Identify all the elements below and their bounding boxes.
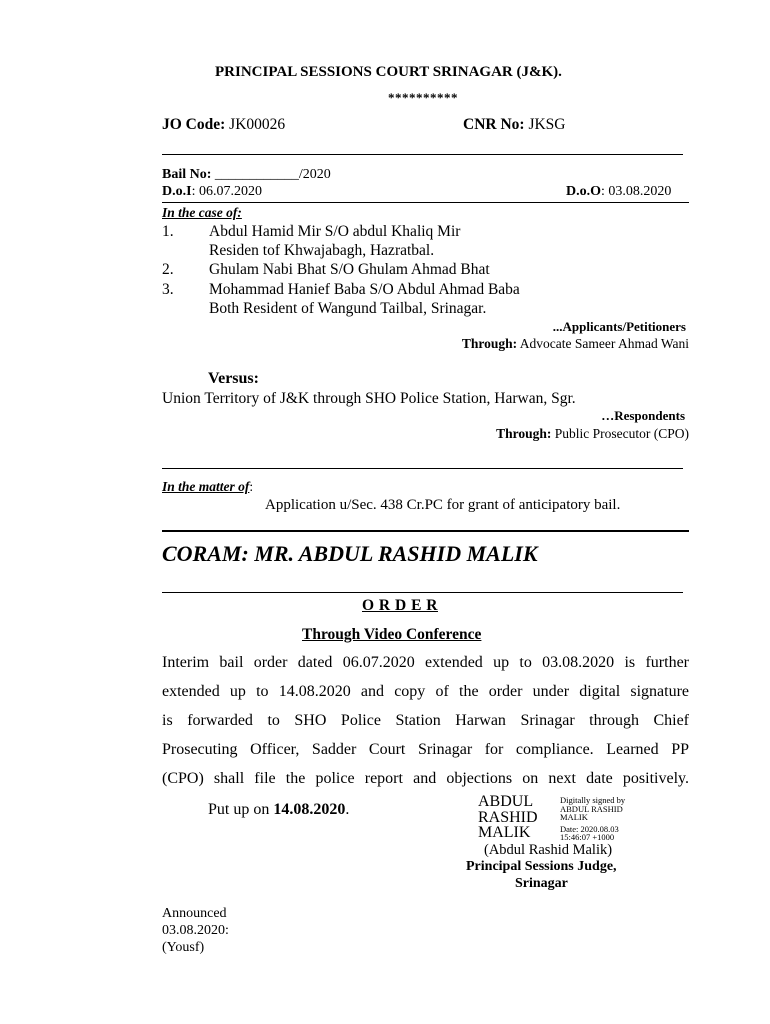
put-up-prefix: Put up on — [208, 801, 274, 818]
cnr-label: CNR No: — [463, 116, 525, 133]
applicants-counsel — [462, 336, 689, 352]
order-title: O R D E R — [362, 597, 438, 614]
jo-code-label: JO Code: — [162, 116, 226, 133]
bail-value: ____________/2020 — [211, 167, 331, 182]
date-of-institution — [162, 184, 262, 200]
judge-name: (Abdul Rashid Malik) — [484, 842, 613, 858]
stars-separator: ********** — [388, 90, 458, 105]
divider-line — [162, 468, 683, 469]
party-3-address: Both Resident of Wangund Tailbal, Srinagar. — [209, 300, 487, 317]
date-of-order — [566, 184, 671, 200]
matter-text: Application u/Sec. 438 Cr.PC for grant of anticipatory bail. — [265, 497, 621, 513]
order-subtitle: Through Video Conference — [302, 626, 482, 643]
signature-name-line: RASHID — [478, 808, 538, 826]
digital-signature-details — [560, 796, 625, 842]
digital-signature-line: ABDUL RASHID — [560, 803, 623, 814]
divider-line — [162, 202, 689, 203]
jo-code — [162, 116, 285, 134]
divider-line-thick — [162, 530, 689, 532]
announcement-block — [162, 905, 229, 956]
order-text-line: extended up to 14.08.2020 and copy of the order under digital signature — [162, 683, 689, 700]
party-1-address: Residen tof Khwajabagh, Hazratbal. — [209, 242, 435, 259]
matter-heading — [162, 479, 253, 495]
judge-designation: Principal Sessions Judge, — [466, 859, 617, 874]
party-3-name: Mohammad Hanief Baba S/O Abdul Ahmad Baba — [209, 281, 520, 298]
doi-label: D.o.I — [162, 184, 192, 199]
announced-date: 03.08.2020: — [162, 923, 229, 938]
digital-signature-line: Date: 2020.08.03 — [560, 823, 619, 834]
doi-value: : 06.07.2020 — [191, 184, 262, 199]
party-1-name: Abdul Hamid Mir S/O abdul Khaliq Mir — [209, 223, 461, 240]
signature-name-line: ABDUL — [478, 793, 534, 810]
coram-heading: CORAM: MR. ABDUL RASHID MALIK — [162, 541, 538, 566]
jo-code-value: JK00026 — [225, 116, 286, 133]
cnr-value: JKSG — [524, 116, 566, 133]
versus-label: Versus: — [208, 370, 259, 387]
divider-line — [162, 592, 683, 593]
doo-value: : 03.08.2020 — [601, 184, 672, 199]
signature-name-line: MALIK — [478, 824, 531, 841]
order-text-line: is forwarded to SHO Police Station Harwan Srinagar through Chief — [162, 712, 689, 729]
judge-place: Srinagar — [515, 876, 568, 891]
party-number: 3. — [162, 281, 174, 298]
party-2-name: Ghulam Nabi Bhat S/O Ghulam Ahmad Bhat — [209, 261, 490, 278]
digital-signature-line: 15:46:07 +1000 — [560, 832, 615, 842]
order-text-line: (CPO) shall file the police report and objections on next date positively. — [162, 770, 689, 787]
put-up-date — [208, 801, 349, 819]
doo-label: D.o.O — [566, 184, 601, 199]
respondents-label: …Respondents — [601, 408, 685, 423]
digital-signature-line: MALIK — [560, 812, 588, 822]
court-title: PRINCIPAL SESSIONS COURT SRINAGAR (J&K). — [215, 64, 562, 80]
announced-label: Announced — [162, 906, 227, 921]
order-text-line: Interim bail order dated 06.07.2020 extended up to 03.08.2020 is further — [162, 654, 689, 671]
clerk-initials: (Yousf) — [162, 940, 205, 955]
put-up-suffix: . — [345, 801, 350, 818]
bail-label: Bail No: — [162, 167, 212, 182]
through-label: Through: — [461, 336, 518, 351]
party-number: 1. — [162, 223, 174, 240]
order-text-line: Prosecuting Officer, Sadder Court Srinagar for compliance. Learned PP — [162, 741, 689, 758]
applicants-label: ...Applicants/Petitioners — [552, 319, 686, 334]
prosecutor-name: Public Prosecutor (CPO) — [551, 426, 689, 441]
put-up-date-value: 14.08.2020 — [273, 801, 346, 818]
party-number: 2. — [162, 261, 174, 278]
bail-number — [162, 167, 331, 183]
matter-label: In the matter of — [162, 479, 250, 494]
matter-colon: : — [249, 479, 254, 494]
divider-line — [162, 154, 683, 155]
counsel-name: Advocate Sameer Ahmad Wani — [517, 336, 689, 351]
digital-signature-line: Digitally signed by — [560, 795, 626, 805]
signature-name — [478, 794, 538, 841]
case-heading: In the case of: — [162, 205, 242, 220]
through-label: Through: — [496, 426, 552, 441]
respondents-counsel — [496, 426, 689, 442]
cnr-number — [463, 116, 565, 134]
respondent-name: Union Territory of J&K through SHO Police Station, Harwan, Sgr. — [162, 390, 576, 407]
